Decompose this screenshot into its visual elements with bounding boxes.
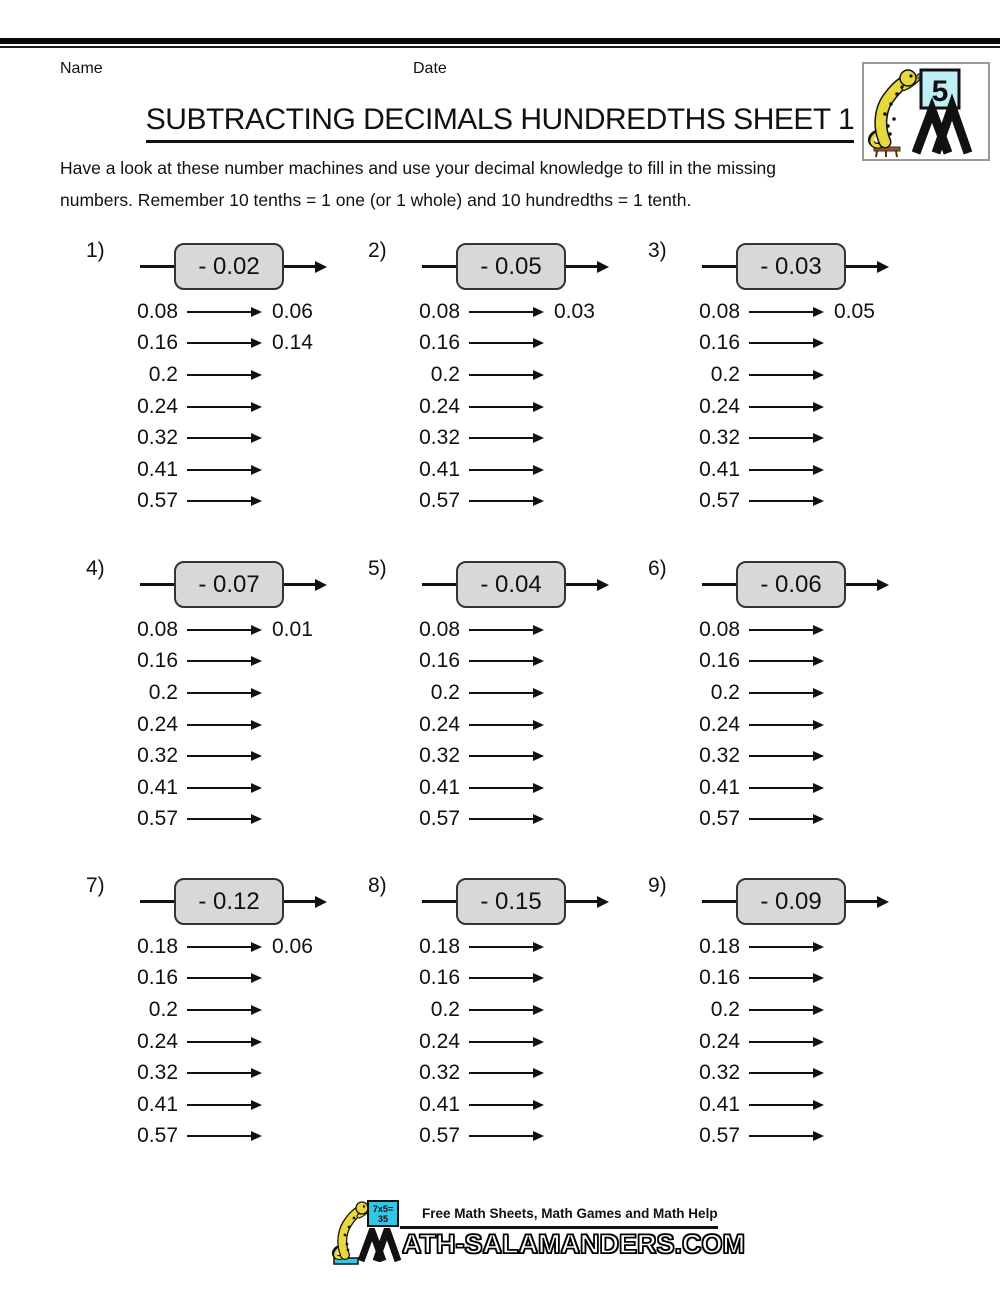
machine-row [342, 804, 554, 836]
input-value: 0.57 [419, 489, 460, 513]
machine-row [60, 296, 313, 328]
machine-input-line [140, 583, 174, 586]
arrow-icon [469, 625, 544, 635]
machine-output-arrow-icon [846, 579, 889, 591]
machine-row [622, 931, 834, 963]
input-value: 0.16 [699, 331, 740, 355]
arrow-icon [749, 814, 824, 824]
input-value: 0.24 [137, 712, 178, 736]
date-label: Date [413, 60, 447, 77]
input-value: 0.41 [137, 1092, 178, 1116]
input-value: 0.2 [148, 680, 178, 704]
machine-row [622, 454, 875, 486]
arrow-icon [749, 1037, 824, 1047]
arrow-icon [187, 942, 262, 952]
machine-row [342, 422, 595, 454]
arrow-icon [187, 1100, 262, 1110]
input-value: 0.2 [430, 680, 460, 704]
machine-row [622, 677, 834, 709]
machine-row [622, 772, 834, 804]
machine-row [622, 328, 875, 360]
operation-box [174, 561, 284, 608]
operation-label: - 0.12 [198, 887, 260, 915]
input-value: 0.32 [137, 426, 178, 450]
input-value: 0.57 [699, 1124, 740, 1148]
problem [622, 557, 922, 842]
machine-row [342, 931, 554, 963]
machine-row [342, 328, 595, 360]
arrow-icon [187, 1068, 262, 1078]
arrow-icon [469, 496, 544, 506]
machine-row [622, 1121, 834, 1153]
operation-box [736, 561, 846, 608]
footer-site-text: ATH-SALAMANDERS.COM [402, 1229, 745, 1259]
machine-output-arrow-icon [566, 896, 609, 908]
instructions-line-1: Have a look at these number machines and use your decimal knowledge to fill in the missing [60, 158, 776, 178]
machine-row [342, 994, 554, 1026]
machine-row [60, 740, 313, 772]
number-machine [422, 878, 609, 925]
number-machine [140, 243, 327, 290]
machine-rows [622, 296, 875, 517]
machine-row [60, 1089, 313, 1121]
footer-tagline: Free Math Sheets, Math Games and Math Help [422, 1206, 718, 1221]
problem-number: 4) [86, 557, 105, 580]
operation-label: - 0.05 [480, 252, 542, 280]
machine-input-line [422, 583, 456, 586]
input-value: 0.16 [699, 649, 740, 673]
machine-rows [622, 614, 834, 835]
instructions-line-2: numbers. Remember 10 tenths = 1 one (or 1 whole) and 10 hundredths = 1 tenth. [60, 190, 692, 210]
machine-row [342, 614, 554, 646]
input-value: 0.57 [699, 489, 740, 513]
machine-input-line [702, 900, 736, 903]
output-value: 0.05 [834, 299, 875, 323]
arrow-icon [469, 465, 544, 475]
machine-row [60, 931, 313, 963]
machine-row [622, 740, 834, 772]
arrow-icon [469, 783, 544, 793]
input-value: 0.41 [699, 457, 740, 481]
arrow-icon [187, 688, 262, 698]
machine-row [60, 804, 313, 836]
arrow-icon [469, 656, 544, 666]
input-value: 0.08 [419, 299, 460, 323]
input-value: 0.2 [710, 680, 740, 704]
machine-row [622, 994, 834, 1026]
number-machine [422, 561, 609, 608]
footer-logo [330, 1198, 750, 1284]
number-machine [702, 561, 889, 608]
machine-row [60, 646, 313, 678]
number-machine [422, 243, 609, 290]
input-value: 0.57 [137, 489, 178, 513]
number-machine [140, 878, 327, 925]
arrow-icon [749, 1100, 824, 1110]
name-label: Name [60, 60, 103, 77]
operation-label: - 0.15 [480, 887, 542, 915]
input-value: 0.18 [137, 934, 178, 958]
machine-row [622, 1057, 834, 1089]
input-value: 0.08 [419, 617, 460, 641]
machine-rows [342, 614, 554, 835]
input-value: 0.08 [699, 299, 740, 323]
operation-label: - 0.04 [480, 570, 542, 598]
machine-input-line [702, 583, 736, 586]
machine-row [60, 677, 313, 709]
machine-row [342, 486, 595, 518]
arrow-icon [469, 1005, 544, 1015]
arrow-icon [187, 656, 262, 666]
machine-row [60, 328, 313, 360]
arrow-icon [749, 625, 824, 635]
machine-rows [60, 614, 313, 835]
footer-board-line1: 7x5= [372, 1204, 394, 1214]
input-value: 0.16 [699, 966, 740, 990]
machine-row [342, 296, 595, 328]
input-value: 0.16 [419, 649, 460, 673]
problem [342, 874, 642, 1159]
arrow-icon [749, 307, 824, 317]
input-value: 0.08 [699, 617, 740, 641]
machine-rows [342, 296, 595, 517]
input-value: 0.16 [137, 331, 178, 355]
arrow-icon [187, 402, 262, 412]
operation-box [736, 243, 846, 290]
machine-row [60, 963, 313, 995]
problem-number: 9) [648, 874, 667, 897]
machine-row [60, 709, 313, 741]
arrow-icon [187, 973, 262, 983]
machine-row [60, 614, 313, 646]
arrow-icon [187, 751, 262, 761]
input-value: 0.41 [699, 775, 740, 799]
input-value: 0.41 [137, 775, 178, 799]
input-value: 0.57 [137, 1124, 178, 1148]
machine-output-arrow-icon [284, 896, 327, 908]
output-value: 0.06 [272, 299, 313, 323]
input-value: 0.41 [137, 457, 178, 481]
input-value: 0.08 [137, 617, 178, 641]
machine-rows [60, 931, 313, 1152]
arrow-icon [469, 402, 544, 412]
machine-row [622, 359, 875, 391]
footer-board [367, 1200, 399, 1227]
input-value: 0.32 [699, 744, 740, 768]
arrow-icon [187, 1131, 262, 1141]
machine-row [60, 359, 313, 391]
problem-number: 7) [86, 874, 105, 897]
input-value: 0.41 [419, 457, 460, 481]
input-value: 0.18 [419, 934, 460, 958]
machine-row [342, 709, 554, 741]
input-value: 0.57 [137, 807, 178, 831]
input-value: 0.16 [137, 966, 178, 990]
input-value: 0.32 [419, 744, 460, 768]
top-border-thin [0, 46, 1000, 48]
arrow-icon [469, 433, 544, 443]
machine-row [60, 391, 313, 423]
problem [622, 874, 922, 1159]
input-value: 0.24 [699, 394, 740, 418]
problem [342, 557, 642, 842]
arrow-icon [469, 942, 544, 952]
arrow-icon [187, 338, 262, 348]
input-value: 0.57 [699, 807, 740, 831]
operation-box [736, 878, 846, 925]
problem-number: 5) [368, 557, 387, 580]
arrow-icon [187, 465, 262, 475]
input-value: 0.2 [710, 362, 740, 386]
arrow-icon [749, 496, 824, 506]
machine-row [60, 422, 313, 454]
footer-board-line2: 35 [377, 1214, 388, 1224]
input-value: 0.24 [419, 394, 460, 418]
arrow-icon [749, 720, 824, 730]
badge-number: 5 [931, 75, 949, 108]
arrow-icon [187, 1005, 262, 1015]
operation-label: - 0.06 [760, 570, 822, 598]
operation-label: - 0.09 [760, 887, 822, 915]
machine-row [622, 1026, 834, 1058]
arrow-icon [749, 402, 824, 412]
arrow-icon [749, 942, 824, 952]
input-value: 0.32 [419, 1061, 460, 1085]
input-value: 0.41 [419, 1092, 460, 1116]
machine-row [342, 1057, 554, 1089]
arrow-icon [749, 465, 824, 475]
arrow-icon [469, 338, 544, 348]
arrow-icon [749, 433, 824, 443]
number-machine [702, 243, 889, 290]
machine-input-line [422, 265, 456, 268]
machine-rows [622, 931, 834, 1152]
problem-number: 8) [368, 874, 387, 897]
operation-box [456, 243, 566, 290]
problem [60, 239, 360, 524]
arrow-icon [469, 973, 544, 983]
machine-row [622, 391, 875, 423]
problem [622, 239, 922, 524]
input-value: 0.24 [419, 1029, 460, 1053]
machine-row [342, 677, 554, 709]
instructions [60, 152, 960, 216]
input-value: 0.08 [137, 299, 178, 323]
machine-row [342, 1026, 554, 1058]
operation-box [456, 561, 566, 608]
input-value: 0.24 [699, 712, 740, 736]
machine-output-arrow-icon [284, 261, 327, 273]
input-value: 0.2 [148, 997, 178, 1021]
output-value: 0.14 [272, 331, 313, 355]
machine-row [60, 454, 313, 486]
operation-label: - 0.07 [198, 570, 260, 598]
arrow-icon [187, 370, 262, 380]
page-title: SUBTRACTING DECIMALS HUNDREDTHS SHEET 1 [146, 103, 854, 143]
machine-row [342, 1089, 554, 1121]
arrow-icon [187, 720, 262, 730]
machine-output-arrow-icon [566, 579, 609, 591]
machine-row [342, 359, 595, 391]
input-value: 0.32 [699, 1061, 740, 1085]
arrow-icon [749, 783, 824, 793]
output-value: 0.01 [272, 617, 313, 641]
arrow-icon [469, 720, 544, 730]
machine-output-arrow-icon [846, 261, 889, 273]
machine-row [622, 422, 875, 454]
machine-row [622, 804, 834, 836]
machine-rows [60, 296, 313, 517]
machine-input-line [140, 900, 174, 903]
operation-box [456, 878, 566, 925]
arrow-icon [469, 1037, 544, 1047]
arrow-icon [469, 688, 544, 698]
input-value: 0.2 [430, 997, 460, 1021]
arrow-icon [749, 751, 824, 761]
problem [60, 557, 360, 842]
input-value: 0.24 [137, 1029, 178, 1053]
footer-m-icon [358, 1228, 404, 1262]
input-value: 0.2 [148, 362, 178, 386]
arrow-icon [749, 1005, 824, 1015]
output-value: 0.03 [554, 299, 595, 323]
machine-row [342, 1121, 554, 1153]
machine-row [60, 772, 313, 804]
arrow-icon [187, 783, 262, 793]
input-value: 0.2 [710, 997, 740, 1021]
problem-number: 3) [648, 239, 667, 262]
input-value: 0.24 [137, 394, 178, 418]
arrow-icon [187, 625, 262, 635]
arrow-icon [749, 370, 824, 380]
input-value: 0.41 [699, 1092, 740, 1116]
input-value: 0.2 [430, 362, 460, 386]
machine-row [60, 994, 313, 1026]
input-value: 0.32 [419, 426, 460, 450]
number-machine [702, 878, 889, 925]
machine-row [622, 296, 875, 328]
input-value: 0.16 [137, 649, 178, 673]
input-value: 0.32 [137, 744, 178, 768]
machine-row [622, 614, 834, 646]
machine-input-line [422, 900, 456, 903]
title-wrap [0, 103, 1000, 143]
arrow-icon [469, 814, 544, 824]
arrow-icon [749, 688, 824, 698]
arrow-icon [749, 338, 824, 348]
input-value: 0.18 [699, 934, 740, 958]
machine-row [622, 646, 834, 678]
machine-row [622, 709, 834, 741]
input-value: 0.32 [137, 1061, 178, 1085]
machine-row [342, 963, 554, 995]
input-value: 0.24 [699, 1029, 740, 1053]
arrow-icon [187, 1037, 262, 1047]
machine-row [60, 1121, 313, 1153]
input-value: 0.32 [699, 426, 740, 450]
input-value: 0.41 [419, 775, 460, 799]
machine-row [622, 486, 875, 518]
machine-row [342, 391, 595, 423]
top-border-thick [0, 38, 1000, 44]
machine-row [60, 486, 313, 518]
arrow-icon [749, 973, 824, 983]
machine-output-arrow-icon [566, 261, 609, 273]
machine-row [622, 963, 834, 995]
machine-row [60, 1026, 313, 1058]
arrow-icon [469, 370, 544, 380]
problem [60, 874, 360, 1159]
arrow-icon [469, 751, 544, 761]
input-value: 0.16 [419, 966, 460, 990]
problem-number: 6) [648, 557, 667, 580]
machine-row [622, 1089, 834, 1121]
arrow-icon [187, 814, 262, 824]
problem-number: 2) [368, 239, 387, 262]
operation-label: - 0.02 [198, 252, 260, 280]
arrow-icon [749, 1131, 824, 1141]
arrow-icon [749, 1068, 824, 1078]
arrow-icon [187, 433, 262, 443]
machine-row [60, 1057, 313, 1089]
machine-row [342, 740, 554, 772]
arrow-icon [187, 496, 262, 506]
arrow-icon [469, 1068, 544, 1078]
operation-box [174, 878, 284, 925]
arrow-icon [469, 1100, 544, 1110]
machine-input-line [140, 265, 174, 268]
input-value: 0.24 [419, 712, 460, 736]
machine-input-line [702, 265, 736, 268]
input-value: 0.57 [419, 1124, 460, 1148]
machine-row [342, 772, 554, 804]
machine-row [342, 646, 554, 678]
operation-box [174, 243, 284, 290]
input-value: 0.57 [419, 807, 460, 831]
arrow-icon [469, 1131, 544, 1141]
input-value: 0.16 [419, 331, 460, 355]
machine-output-arrow-icon [284, 579, 327, 591]
arrow-icon [469, 307, 544, 317]
operation-label: - 0.03 [760, 252, 822, 280]
machine-rows [342, 931, 554, 1152]
arrow-icon [187, 307, 262, 317]
machine-output-arrow-icon [846, 896, 889, 908]
number-machine [140, 561, 327, 608]
output-value: 0.06 [272, 934, 313, 958]
problem-number: 1) [86, 239, 105, 262]
problem [342, 239, 642, 524]
machine-row [342, 454, 595, 486]
arrow-icon [749, 656, 824, 666]
